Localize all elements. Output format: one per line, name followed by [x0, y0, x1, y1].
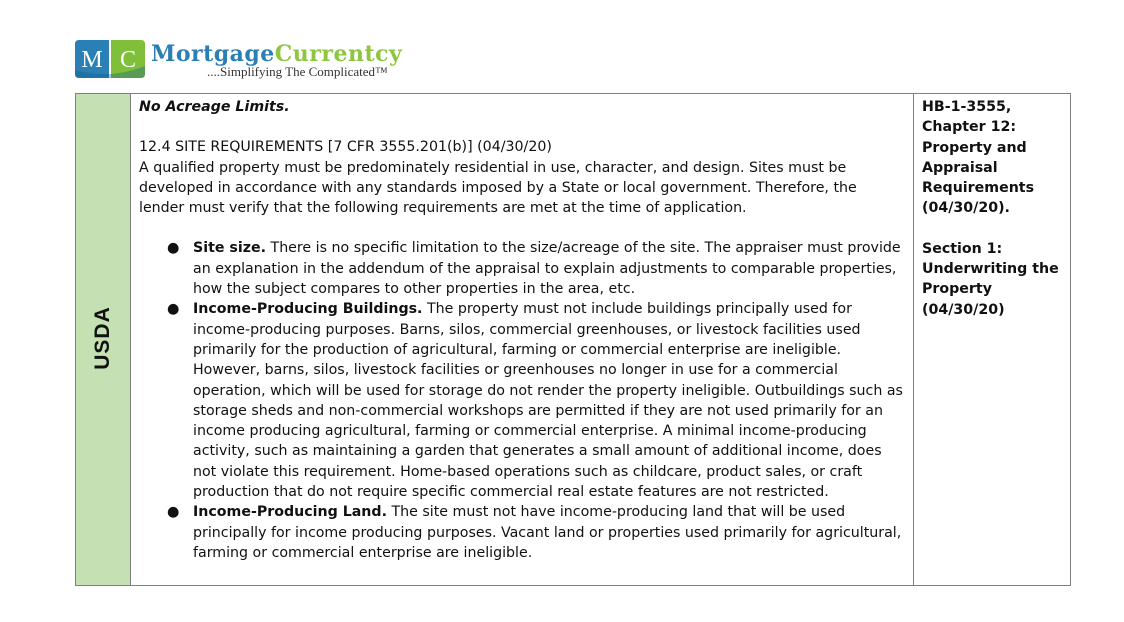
- mc-badge-icon: [75, 40, 145, 78]
- requirements-list: [139, 238, 905, 563]
- program-label-cell: [76, 94, 131, 585]
- acreage-note: No Acreage Limits.: [139, 99, 290, 115]
- badge-letter-m: M: [81, 47, 103, 73]
- list-item-title: Income-Producing Buildings.: [193, 301, 423, 318]
- bullet-icon: ●: [167, 240, 180, 257]
- bullet-icon: ●: [167, 301, 180, 318]
- program-label: USDA: [91, 306, 114, 370]
- reference-chapter: HB-1-3555, Chapter 12: Property and Appraisal Requirements (04/30/20).: [922, 99, 1035, 217]
- list-item-text: The site must not have income-producing land that will be used principally for income producing purposes. Vacant land or properties used primarily for agricultural, farming or commercial enterprise are ineligible.: [193, 504, 902, 561]
- list-item: [167, 299, 905, 502]
- logo-tagline: ....Simplifying The Complicated™: [207, 64, 388, 79]
- logo-name-currentcy: Currentcy: [274, 41, 403, 67]
- section-heading: 12.4 SITE REQUIREMENTS [7 CFR 3555.201(b)] (04/30/20): [139, 139, 552, 156]
- list-item-text: The property must not include buildings principally used for income-producing purposes. Barns, silos, commercial greenhouses, or livestock facilities used primarily for the production of agricultural, farming or commercial enterprise are ineligible. However, barns, silos, livestock facilities or greenhouses no longer in use for a commercial operation, which will be used for storage do not render the property ineligible. Outbuildings such as storage sheds and non-commercial workshops are permitted if they are not used primarily for an income producing agricultural, farming or commercial enterprise. A minimal income-producing activity, such as maintaining a garden that generates a small amount of additional income, does not violate this requirement. Home-based operations such as childcare, product sales, or craft production that do not require specific commercial real estate features are not restricted.: [193, 301, 903, 501]
- bullet-icon: ●: [167, 504, 180, 521]
- reference-cell: [914, 94, 1070, 585]
- section-paragraph: A qualified property must be predominately residential in use, character, and design. Sites must be developed in accordance with any standards imposed by a State or local government. Therefore, the lender must verify that the following requirements are met at the time of application.: [139, 159, 857, 217]
- list-item: [167, 502, 905, 563]
- logo-wordmark: [151, 41, 402, 79]
- reference-section: Section 1: Underwriting the Property (04/30/20): [922, 240, 1059, 318]
- logo-name-mortgage: Mortgage: [151, 41, 275, 67]
- list-item-title: Income-Producing Land.: [193, 504, 387, 521]
- guideline-content-cell: [131, 94, 914, 585]
- list-item: [167, 238, 905, 299]
- list-item-text: There is no specific limitation to the size/acreage of the site. The appraiser must provide an explanation in the addendum of the appraisal to explain adjustments to comparable properties, how the subject compares to other properties in the area, etc.: [193, 240, 901, 298]
- badge-letter-c: C: [119, 47, 137, 73]
- guideline-table: [75, 93, 1071, 586]
- list-item-title: Site size.: [193, 240, 267, 257]
